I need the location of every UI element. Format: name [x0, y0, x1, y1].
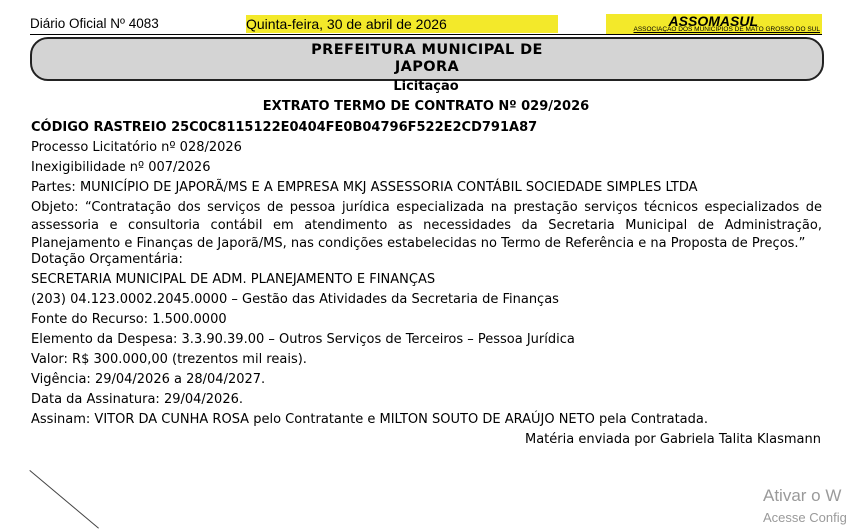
- vigencia-line: Vigência: 29/04/2026 a 28/04/2027.: [31, 372, 266, 387]
- watermark-line-2: Acesse Config: [763, 510, 847, 525]
- dotacao-line: Dotação Orçamentária:: [31, 252, 183, 267]
- secretaria-line: SECRETARIA MUNICIPAL DE ADM. PLANEJAMENTO E FINANÇAS: [31, 272, 436, 287]
- brand-logo: ASSOMASUL: [668, 13, 758, 29]
- partes-line: Partes: MUNICÍPIO DE JAPORÃ/MS E A EMPRESA MKJ ASSESSORIA CONTÁBIL SOCIEDADE SIMPLES LTDA: [31, 180, 698, 195]
- assinam-line: Assinam: VITOR DA CUNHA ROSA pelo Contratante e MILTON SOUTO DE ARAÚJO NETO pela Contratada.: [31, 412, 708, 427]
- document-title: EXTRATO TERMO DE CONTRATO Nº 029/2026: [262, 99, 590, 114]
- elemento-line: Elemento da Despesa: 3.3.90.39.00 – Outros Serviços de Terceiros – Pessoa Jurídica: [31, 332, 575, 347]
- watermark-line-1: Ativar o W: [763, 486, 842, 505]
- sender-line: Matéria enviada por Gabriela Talita Klasmann: [525, 432, 821, 447]
- assinatura-line: Data da Assinatura: 29/04/2026.: [31, 392, 243, 407]
- windows-activation-watermark: [763, 486, 847, 525]
- diagonal-divider: [29, 470, 99, 529]
- brand-band: [606, 14, 822, 34]
- programa-line: (203) 04.123.0002.2045.0000 – Gestão das Atividades da Secretaria de Finanças: [31, 292, 559, 307]
- fonte-line: Fonte do Recurso: 1.500.0000: [31, 312, 227, 327]
- issue-date: Quinta-feira, 30 de abril de 2026: [246, 16, 447, 32]
- municipality-title-box: [30, 37, 824, 81]
- issue-number: Diário Oficial Nº 4083: [30, 16, 159, 31]
- issue-date-band: [246, 15, 558, 33]
- diario-header: [30, 14, 822, 35]
- objeto-paragraph: Objeto: “Contratação dos serviços de pessoa jurídica especializada na prestação serviços técnicos especializados de assessoria e consultoria contábil em atendimento as necessidades da Secretaria Municipal de Administração, Planejamento e Finanças de Japorã/MS, nas condições estabelecidas no Termo de Referência e na Proposta de Preços.”: [31, 200, 822, 251]
- inexigibilidade-line: Inexigibilidade nº 007/2026: [31, 160, 211, 175]
- title-line-2: JAPORA: [394, 59, 460, 75]
- processo-line: Processo Licitatório nº 028/2026: [31, 140, 242, 155]
- valor-line: Valor: R$ 300.000,00 (trezentos mil reais).: [31, 352, 307, 367]
- section-label: Licitação: [393, 79, 459, 94]
- tracking-code: CÓDIGO RASTREIO 25C0C8115122E0404FE0B04796F522E2CD791A87: [31, 120, 538, 135]
- brand-subtitle: ASSOCIAÇÃO DOS MUNICÍPIOS DE MATO GROSSO DO SUL: [633, 26, 820, 33]
- title-line-1: PREFEITURA MUNICIPAL DE: [311, 42, 543, 58]
